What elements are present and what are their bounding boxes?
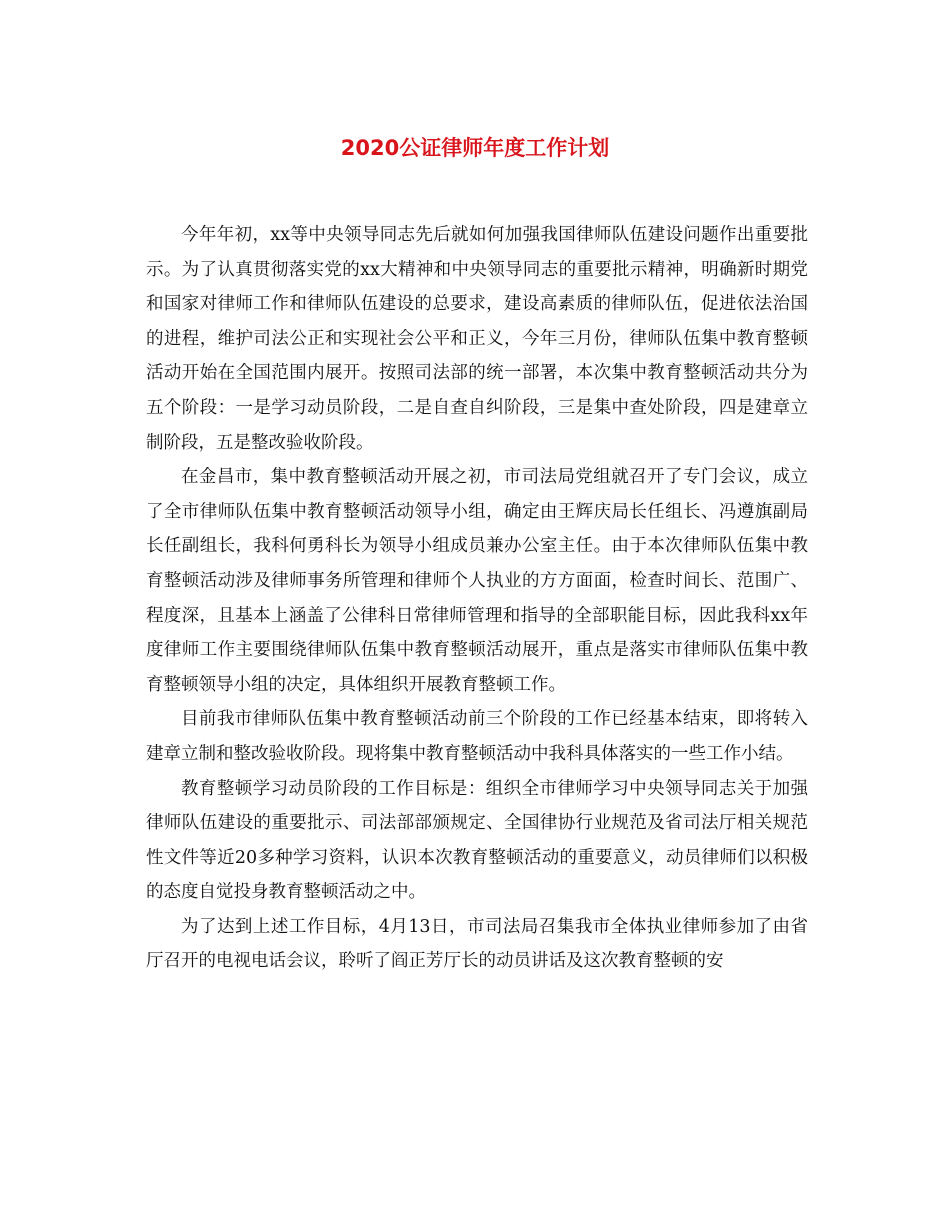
paragraph: 在金昌市，集中教育整顿活动开展之初，市司法局党组就召开了专门会议，成立了全市律师队伍集中教育整顿活动领导小组，确定由王辉庆局长任组长、冯遵旗副局长任副组长，我科何勇科长为领导小组成员兼办公室主任。由于本次律师队伍集中教育整顿活动涉及律师事务所管理和律师个人执业的方方面面，检查时间长、范围广、程度深，且基本上涵盖了公律科日常律师管理和指导的全部职能目标，因此我科xx年度律师工作主要围绕律师队伍集中教育整顿活动展开，重点是落实市律师队伍集中教育整顿领导小组的决定，具体组织开展教育整顿工作。 <box>146 467 808 695</box>
paragraph: 为了达到上述工作目标，4月13日，市司法局召集我市全体执业律师参加了由省厅召开的电视电话会议，聆听了阎正芳厅长的动员讲话及这次教育整顿的安 <box>146 916 808 972</box>
paragraph: 目前我市律师队伍集中教育整顿活动前三个阶段的工作已经基本结束，即将转入建章立制和整改验收阶段。现将集中教育整顿活动中我科具体落实的一些工作小结。 <box>146 709 808 764</box>
document-title: 2020公证律师年度工作计划 <box>340 136 610 160</box>
paragraph: 教育整顿学习动员阶段的工作目标是：组织全市律师学习中央领导同志关于加强律师队伍建设的重要批示、司法部部颁规定、全国律协行业规范及省司法厅相关规范性文件等近20多种学习资料，认识本次教育整顿活动的重要意义，动员律师们以积极的态度自觉投身教育整顿活动之中。 <box>146 778 808 903</box>
paragraph: 今年年初，xx等中央领导同志先后就如何加强我国律师队伍建设问题作出重要批示。为了认真贯彻落实党的xx大精神和中央领导同志的重要批示精神，明确新时期党和国家对律师工作和律师队伍建设的总要求，建设高素质的律师队伍，促进依法治国的进程，维护司法公正和实现社会公平和正义，今年三月份，律师队伍集中教育整顿活动开始在全国范围内展开。按照司法部的统一部署，本次集中教育整顿活动共分为五个阶段：一是学习动员阶段，二是自查自纠阶段，三是集中查处阶段，四是建章立制阶段，五是整改验收阶段。 <box>146 225 808 453</box>
document-body <box>146 218 808 979</box>
